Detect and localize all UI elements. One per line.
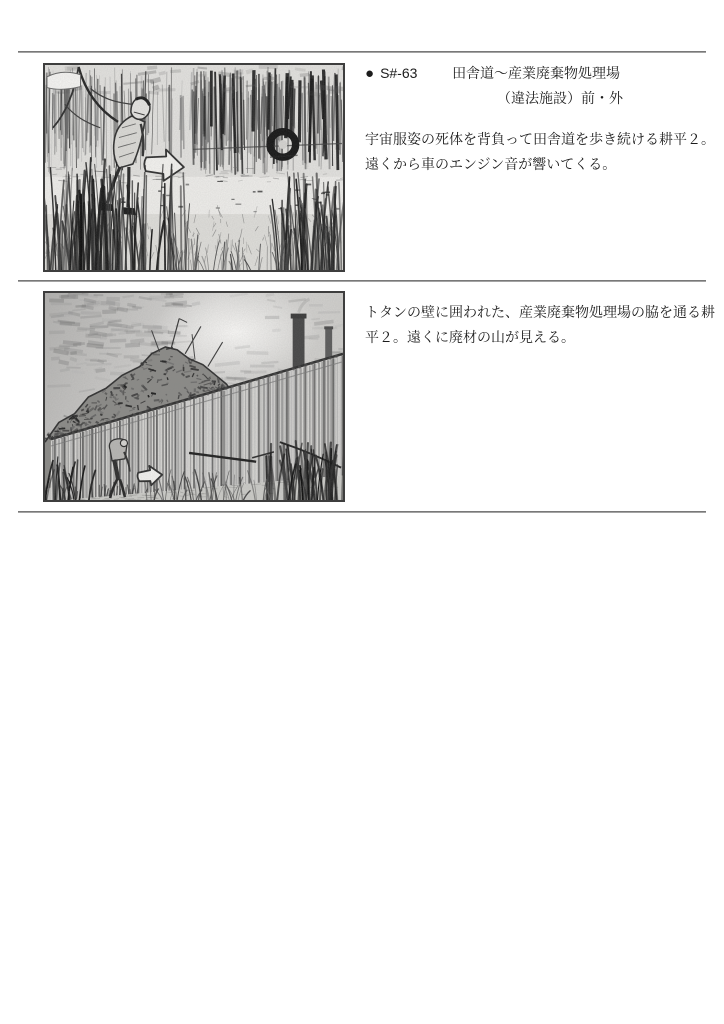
scene-number: S#-63 (380, 65, 418, 81)
scene-description-2 (365, 300, 717, 350)
description-line: 宇宙服姿の死体を背負って田舎道を歩き続ける耕平２。 (365, 131, 715, 147)
scene-location: 田舎道～産業廃棄物処理場 (452, 65, 621, 81)
scene-location-line2: （違法施設）前・外 (497, 90, 623, 106)
sketch-country-road-image (45, 65, 343, 270)
section-divider-bottom (18, 511, 706, 513)
section-divider-top (18, 51, 706, 53)
scene-heading-line1 (365, 61, 717, 86)
sketch-scrapyard-fence-image (45, 293, 343, 500)
scene-heading (365, 61, 717, 111)
scene-description-1 (365, 127, 717, 177)
description-line: 遠くから車のエンジン音が響いてくる。 (365, 156, 617, 172)
section-divider-middle (18, 280, 706, 282)
scene-bullet-icon: ● (365, 65, 375, 82)
storyboard-frame-1 (43, 63, 345, 272)
description-line: トタンの壁に囲われた、産業廃棄物処理場の脇を通る耕 (365, 304, 715, 320)
description-line: 平２。遠くに廃材の山が見える。 (365, 329, 575, 345)
storyboard-frame-2 (43, 291, 345, 502)
